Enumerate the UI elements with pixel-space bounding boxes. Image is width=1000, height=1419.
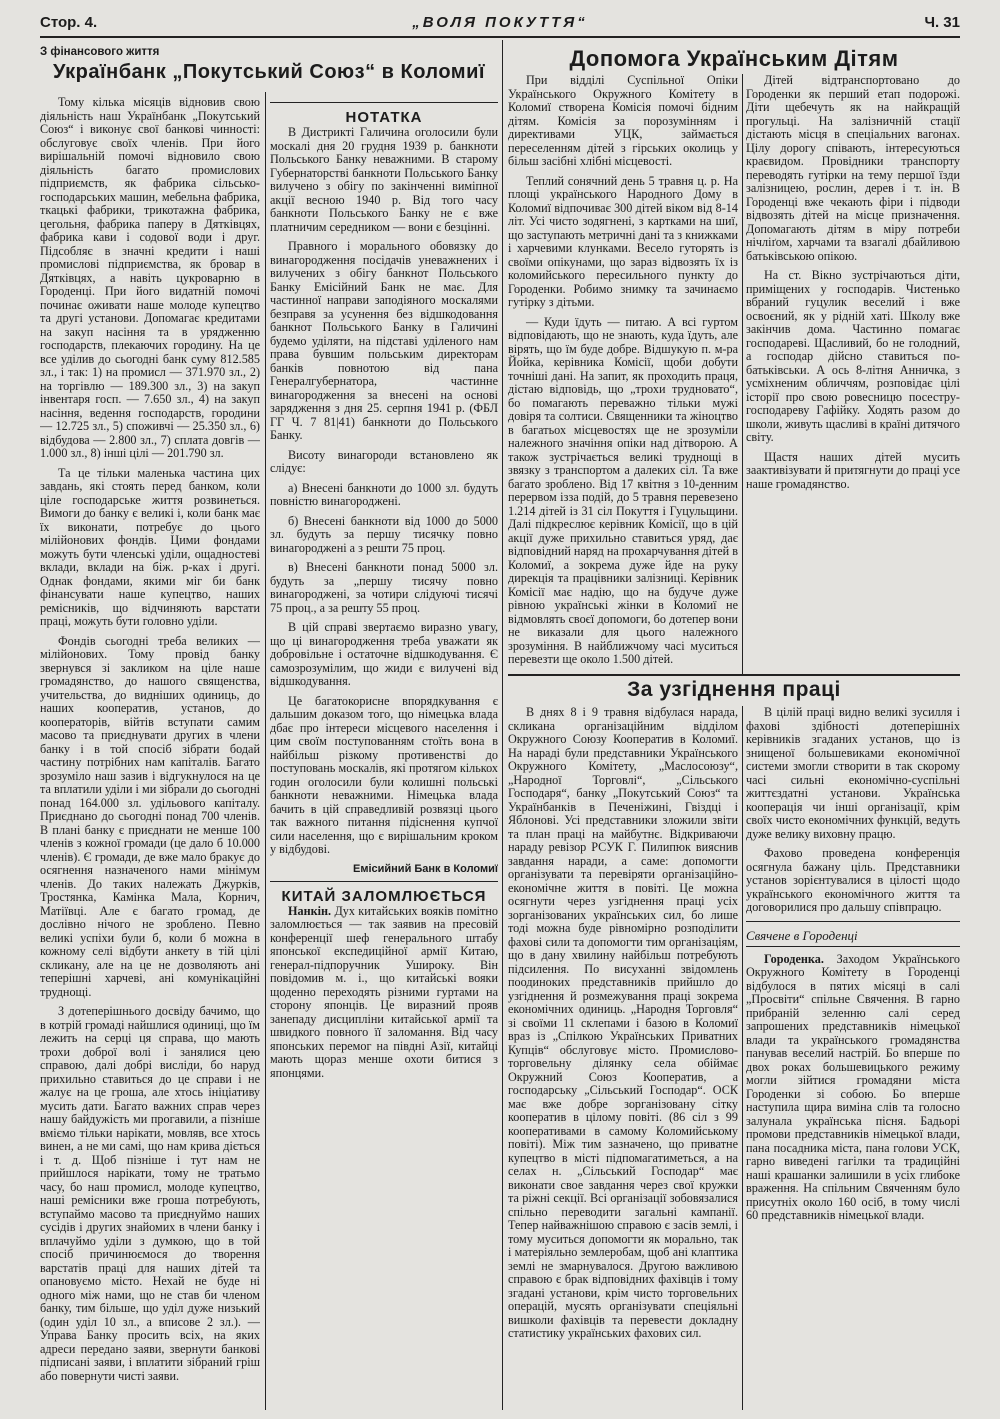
header-rule	[40, 36, 960, 38]
children-paragraph-2: Теплий сонячний день 5 травня ц. р. На площі українського Народного Дому в Коломиї відпочиває 300 дітей віком від 8-14 літ. Усі чисто зодягнені, з картками на шиї, що заступають метричні дані та з книжками і харчевими клунками. Весело гуторять із своїми опікунами, що зараз відвозять їх із коломийського пересильного пункту до Городенки. Робимо знимку та зачинаємо гутірку з дітьми.	[508, 173, 738, 309]
note-paragraph-3: Висоту винагороди встановлено як слідує:	[270, 447, 498, 475]
children-paragraph-6: Щастя наших дітей мусить заактивізувати й притягнути до праці усе наше громадянство.	[746, 449, 960, 491]
bank-paragraph-4: З дотеперішнього досвіду бачимо, що в котрій громаді найшлися одиниці, що їм лежить на серці ця справа, що мають трохи доброї волі і занялися цею справою, далі добрі висліди, бо наруд прихильно ставиться до це справи і не жалує на це гроша, але хтось ініціативу мусить дати. Багато важних справ через нашу байдужість ми прогавили, а пізніше вміємо тільки нарікати, мовляв, все хтось винен, а не ми самі, що нам крива діється і т. д. Щоб пізніше і тут нам не прийшлося нарікати, тому не тратьмо часу, бо наш промисл, молоде купецтво, наші ремісники вже гроша потребують, вступаймо масово та приєднуймо наших сусідів і других знайомих в члени банку і вплачуймо уділи з думкою, що в той спосіб причинюємося до творення варстатів праці для наших дітей та опановуємо місто. Нехай не буде ні одного між нами, що не став би членом банку, тим більше, що уділ дуже низький (один уділ 10 зл., а вписове 2 зл.). — Управа Банку просить всіх, на яких адреси передано заяви, звернути банкові підписані заяви, і вплатити зібраний гріш або повернути чисті заяви.	[40, 1004, 260, 1383]
china-dateline: Нанкін.	[288, 903, 332, 918]
coop-top-rule	[508, 674, 960, 676]
children-col1	[508, 74, 738, 674]
note-title: НОТАТКА	[345, 109, 423, 126]
section-label: З фінансового життя	[40, 46, 160, 58]
left-column-divider	[265, 92, 266, 1410]
center-divider	[502, 40, 503, 1410]
coop-paragraph-2: В цілій праці видно великі зусилля і фахові здібності дотеперішніх керівників згаданих установ, що із знищеної большевиками економічної системи змогли створити в так скорому часі сильні економічно-суспільні життєздатні установи. Українська кооперація чи інші організації, крім своїх чисто економічних функцій, ведуть дуже велику виховну працю.	[746, 706, 960, 841]
bank-article-col1	[40, 96, 260, 1410]
note-paragraph-7: В цій справі звертаємо виразно увагу, що ці винагородження треба уважати як добровільне і остаточне відшкодування. Є самозрозумілим, що жиди є вилучені від відшкодування.	[270, 620, 498, 688]
blessing-text: Заходом Українського Окружного Комітету в Городенці відбулося в пятих місяці в салі „Просвіти“ спільне Свячення. В гарно прибраній зеленню салі серед запрошених представників німецької влади та українського громадянства панував веселий настрій. Бо вперше по двох роках большевицького режиму могли зійтися громадяни міста Городенки зі собою. Бо вперше наступила щира виміна слів та голосно залунала українська пісня. Бадьорі промови представників німецької влади, пана посадника міста, пана голови УСК, гарно виведені гагілки та традиційні наші крашанки залишили в усіх глибоке враження. На спільним Свяченням було присутніх около 160 осіб, в тому числі 60 представників німецької влади.	[746, 951, 960, 1222]
coop-title: За узгіднення праці	[627, 678, 841, 701]
note-column	[270, 96, 498, 1410]
note-paragraph-6: в) Внесені банкноти понад 5000 зл. будуть за „першу тисячу повно винагороджені, за чотири слідуючі тисячі 75 проц., а за решту 55 проц.	[270, 560, 498, 615]
children-title: Допомога Українським Дітям	[569, 46, 899, 71]
coop-col2	[746, 706, 960, 1410]
page-header	[40, 14, 960, 36]
right-column-divider	[742, 74, 743, 674]
bank-paragraph-1: Тому кілька місяців відновив свою діяльність наш Українбанк „Покутський Союз“ і виконує свої банкові чинності: обслуговує своїх членів. При його вирішальній помочі відновило свою діяльність багато промислових підприємств, як фабрика сільсько-господарських машин, мебельна фабрика, ткацькі фабрики, трикотажна фабрика, цегольня, фабрика паперу в Дятківцях, фабрика кави і содової води і друг. Підсобляє в значні кредити і наші промислові підприємства, як бровар в Дятківцях, а навіть цукроварню в Городенці. При його видатній помочі починає оживати наше молоде купецтво та другі установи. Допомагає кредитами на закуп насіння та в урядженню господарств, плекаючих городину. На це все уділив до сьогодні банк суму 812.585 зл., і так: 1) на промисл — 371.970 зл., 2) на торгівлю — 189.300 зл., 3) на закуп інвентаря госп. — 7.650 зл., 4) на закуп насіння, ведення господарств, городини — 12.725 зл., 5) споживчі — 25.350 зл., 6) відбудова — 2.800 зл., 7) сплата довгів — 1.000 зл., 8) інші цілі — 201.790 зл.	[40, 96, 260, 460]
note-paragraph-5: б) Внесені банкноти від 1000 до 5000 зл. будуть за першу тисячку повно винагороджені а з решти 75 проц.	[270, 513, 498, 555]
note-signature: Емісийний Банк в Коломиї	[352, 862, 498, 875]
children-paragraph-3: — Куди їдуть — питаю. А всі гуртом відповідають, що не знають, куда їдуть, але вірять, що їм буде добре. Відшукую п. м-ра Йойка, керівника Комісії, щоби добути точніші дані. На запит, як проходить праця, дістаю відповідь, що „трохи трудновато“, бо помагають переважно тільки мужі довіря та солтиси. Священники та жіноцтво в багатьох місцевостях ще не зрозуміли належного значіння опіки над дітворою. А також зустрічається великі труднощі в звязку з транспортом а далеких сіл. Та вже багато зроблено. Від 17 квітня з 10-денним перервом ізза подій, до 5 травня перевезено 1.214 дітей із 31 сіл Покуття і Гуцульщини. Далі підкреслює керівник Комісії, що в цій акції дуже прихильно ставиться уряд, дає відповідний наряд на прохарчування дітей в Коломиї, а зокрема дуже йде на руку дирекція та працівники залізниці. Керівник Комісії має надію, що на будуче дуже рівною українські жінки в Коломиї не відмовлять своєї допомоги, бо дотепер вони не виказали для цього належного зрозуміння. В найближчому часі муситься перевезти ще около 1.500 дітей.	[508, 314, 738, 666]
blessing-dateline: Городенка.	[764, 951, 824, 966]
note-paragraph-8: Це багатокорисне впорядкування є дальшим доказом того, що німецька влада дбає про інтереси місцевого населення і цим своїм поступованням стоїть вона в найбільш різкому противенстві до поступовань москалів, які протягом кількох годин оголосили були колишні польські банкноти неважними. Німецька влада бачить в цій справедливій розвязці цього так важного питання підіснення купчої сили населення, що є вирішальним кроком у відбудові.	[270, 693, 498, 856]
children-paragraph-5: На ст. Вікно зустрічаються діти, приміщених у господарів. Чистенько вбраний гуцулик веселий і вже освоєний, як у рідній хаті. Школу вже закінчив дома. Частинно помагає господареві. Щасливий, бо не голодний, а господар дійсно ставиться по-батьківськи. А ось 8-літня Анничка, з усміхненим обличчям, розповідає цілі історії про свою ровесницю посестру-господареву Гафійку. Ходять разом до школи, живуть щасливі в країні дитячого світу.	[746, 268, 960, 444]
note-paragraph-2: Правного і морального обовязку до винагородження посідачів уневажнених і вилучених з обігу банкнот Польського Банку Емісійний Банк не має. Для частинної направи заподіяного москалями безправя за усунення без відшкодовання банкнот Польського Банку в Галичині будемо уділяти, на підставі уділеного нам права бувшим польським директорам банків повнотою від пана Генералгубернатора, частинне винагородження за внесені на основі зарядження з дня 25. серпня 1941 р. (ФБЛ ГГ Ч. 7 81|41) банкноти до Польського Банку.	[270, 239, 498, 442]
children-heading	[508, 46, 960, 74]
note-paragraph-4: а) Внесені банкноти до 1000 зл. будуть повністю винагороджені.	[270, 480, 498, 508]
page-number: Стор. 4.	[40, 14, 98, 31]
blessing-section: Свячене в Городенці	[746, 928, 960, 947]
bank-article-heading	[40, 46, 498, 94]
issue-number: Ч. 31	[924, 14, 960, 31]
coop-paragraph-1: В днях 8 і 9 травня відбулася нарада, скликана організаційним відділом Окружного Союзу Кооператив в Коломиї. На нараді були представники Українського Окружного Комітету, „Маслосоюзу“, „Народної Торговлі“, „Сільського Господаря“, банку „Покутський Союз“ та Українбанків в Печеніжині, Гвіздці і Яблонові. Усі представники зложили звіти та план праці на майбутнє. Відкриваючи нараду ревізор РСУК Г. Пилипюк вияснив завдання наради, а саме: допомогти організувати та перевіряти організаційно-економічне життя в повіті. Це можна осягнути через узгіднення праці усіх зорганізованих українських сил, бо лише тоді можна буде рівномірно розподілити фахові сили та допомогти тим організаціям, що в дану хвилину найбільш потребують підсилення. По висуханні звідомлень поодиноких представників прийшло до узгіднення й розмежування праці зокрема економічних одиниць. „Народня Торговля“ зі своїми 11 склепами і базою в Коломиї враз із „Спілкою Українських Приватних Купців“ обслуговує місто. Промислово-торговельну ділянку села обіймає Окружний Союз Кооператив, а господарську „Сільський Господар“. ОСК має вже добре зорганізовану сітку кооператив в цілому повіті. (86 сіл з 99 кооперативами в самому Коломийському повіті). Між тим зазначено, що приватне купецтво в місті підпомагатиметься, а на селах н. „Сільський Господар“ має виконати свое завдання через свої кружки та ріжні секції. Всі організації зобовязалися спільно переводити загальні кампанії. Тепер найважнішою справою є засів землі, і тому муситься допомогти як морально, так і матеріяльно землеробам, щоб ані клаптика землі не змарнувалося. Другою важливою справою є брак відповідних фахівців і тому згадані установи, крім чисто торговельних операцій, мусять організувати спеціяльні вишколи фахівців та перевести докладну статистику українських фахових сил.	[508, 706, 738, 1340]
blessing-top-rule	[746, 921, 960, 922]
bank-paragraph-3: Фондів сьогодні треба великих — мілійонових. Тому провід банку звернувся зі закликом на ціле наше громадянство, до нашого священства, учительства, до видніших одиниць, до наших кооператив, установ, до кооператорів, війтів вступати самим масово та приєднувати других в члени банку і в той спосіб зібрати бодай частину потрібних нам капіталів. Багато зрозуміло наш зазив і відгукнулося на це та вплатили уділи і ми зібрали до сьогодні понад 164.000 зл. удільового капіталу. Приєднано до сьогодні понад 700 членів. В плані банку є приєднати не менше 100 членів з кожної громади (це дало б 10.000 членів). Є громади, де вже мало бракує до осягнення назначеного нами мінімум членів. До таких належать Джурків, Тростянка, Камінка Мала, Корнич, Матіївці. Але є багато громад, де дослівно нічого не зроблено. Певно великі успіхи були б, коли б можна в кожному селі відбути анкету в тій цілі скликану, але на це не дозволяють ані теперішні харчеві, ані комунікаційні труднощі.	[40, 633, 260, 999]
note-top-rule	[270, 102, 498, 103]
children-paragraph-1: При відділі Суспільної Опіки Українського Окружного Комітету в Коломиї створена Комісія помочі бідним дітям. Комісія за порозумінням і директивами УЦК, займається переселенням дітей з гірських околиць у більш засібні хлібні місцевості.	[508, 74, 738, 168]
china-text: Дух китайських вояків помітно заломлюється — так заявив на пресовій конференції шеф генерального штабу японської експедиційної армії Китаю, генерал-підпоручник Ушироку. Він повідомив м. і., що китайські вояки щоденно переходять різними гуртами на сторону японців. Це виразний прояв занепаду дисципліни китайської армії та швидкого повного її заломання. Від часу японських перемог на півдні Азії, китайці мають щораз менше охоти битися з японцями.	[270, 903, 498, 1080]
newspaper-title: „ВОЛЯ ПОКУТТЯ“	[412, 14, 588, 31]
coop-col1	[508, 706, 738, 1410]
bank-paragraph-2: Та це тільки маленька частина цих завдань, які стоять перед банком, коли ціле господарське життя розвинеться. Вимоги до банку є великі і, коли банк має їх виконати, потребує до цього мілійонових фондів. Цими фондами можуть бути членські уділи, ощадностеві вклади, вклади на біж. р-ках і другі. Однак фондами, якими міг би банк фінансувати наше купецтво, наших ремісників, що відчиняють варстати праці, можуть бути головно уділи.	[40, 465, 260, 628]
coop-heading	[508, 678, 960, 704]
right-lower-divider	[742, 706, 743, 1410]
children-paragraph-4: Дітей відтранспортовано до Городенки як перший етап подорожі. Діти щебечуть як на найкращій прогульці. На залізничній стації дістають місця в спеціальних вагонах. Цілу дорогу співають, інтересуються краєвидом. Провідники транспорту переводять гутірки на тему першої їзди залізницею, рослин, дерев і т. ін. В Городенці вже чекають фіри і підводи відвозять дітей на місце призначення. Допомагають дітям в міру потреби нічліґом, харчами та взагалі дбайливою батьківською опікою.	[746, 74, 960, 263]
note-paragraph-1: В Дистрикті Галичина оголосили були москалі дня 20 грудня 1939 р. банкноти Польського Банку неважними. В старому Губернаторстві банкноти Польського Банку вилучено з обігу по закінченні виміпної акції весною 1940 р. Від того часу банкноти Польського Банку не є вже платничим середником — вони є безцінні.	[270, 125, 498, 234]
china-title: КИТАЙ ЗАЛОМЛЮЄТЬСЯ	[281, 887, 487, 905]
bank-article-title: Українбанк „Покутський Союз“ в Коломиї	[52, 61, 486, 83]
coop-paragraph-3: Фахово проведена конференція осягнула бажану ціль. Представники установ зорієнтувалися в цілості щодо українського економічного життя та договорилися про дальшу співпрацю.	[746, 846, 960, 914]
children-col2	[746, 74, 960, 674]
china-top-rule	[270, 881, 498, 882]
